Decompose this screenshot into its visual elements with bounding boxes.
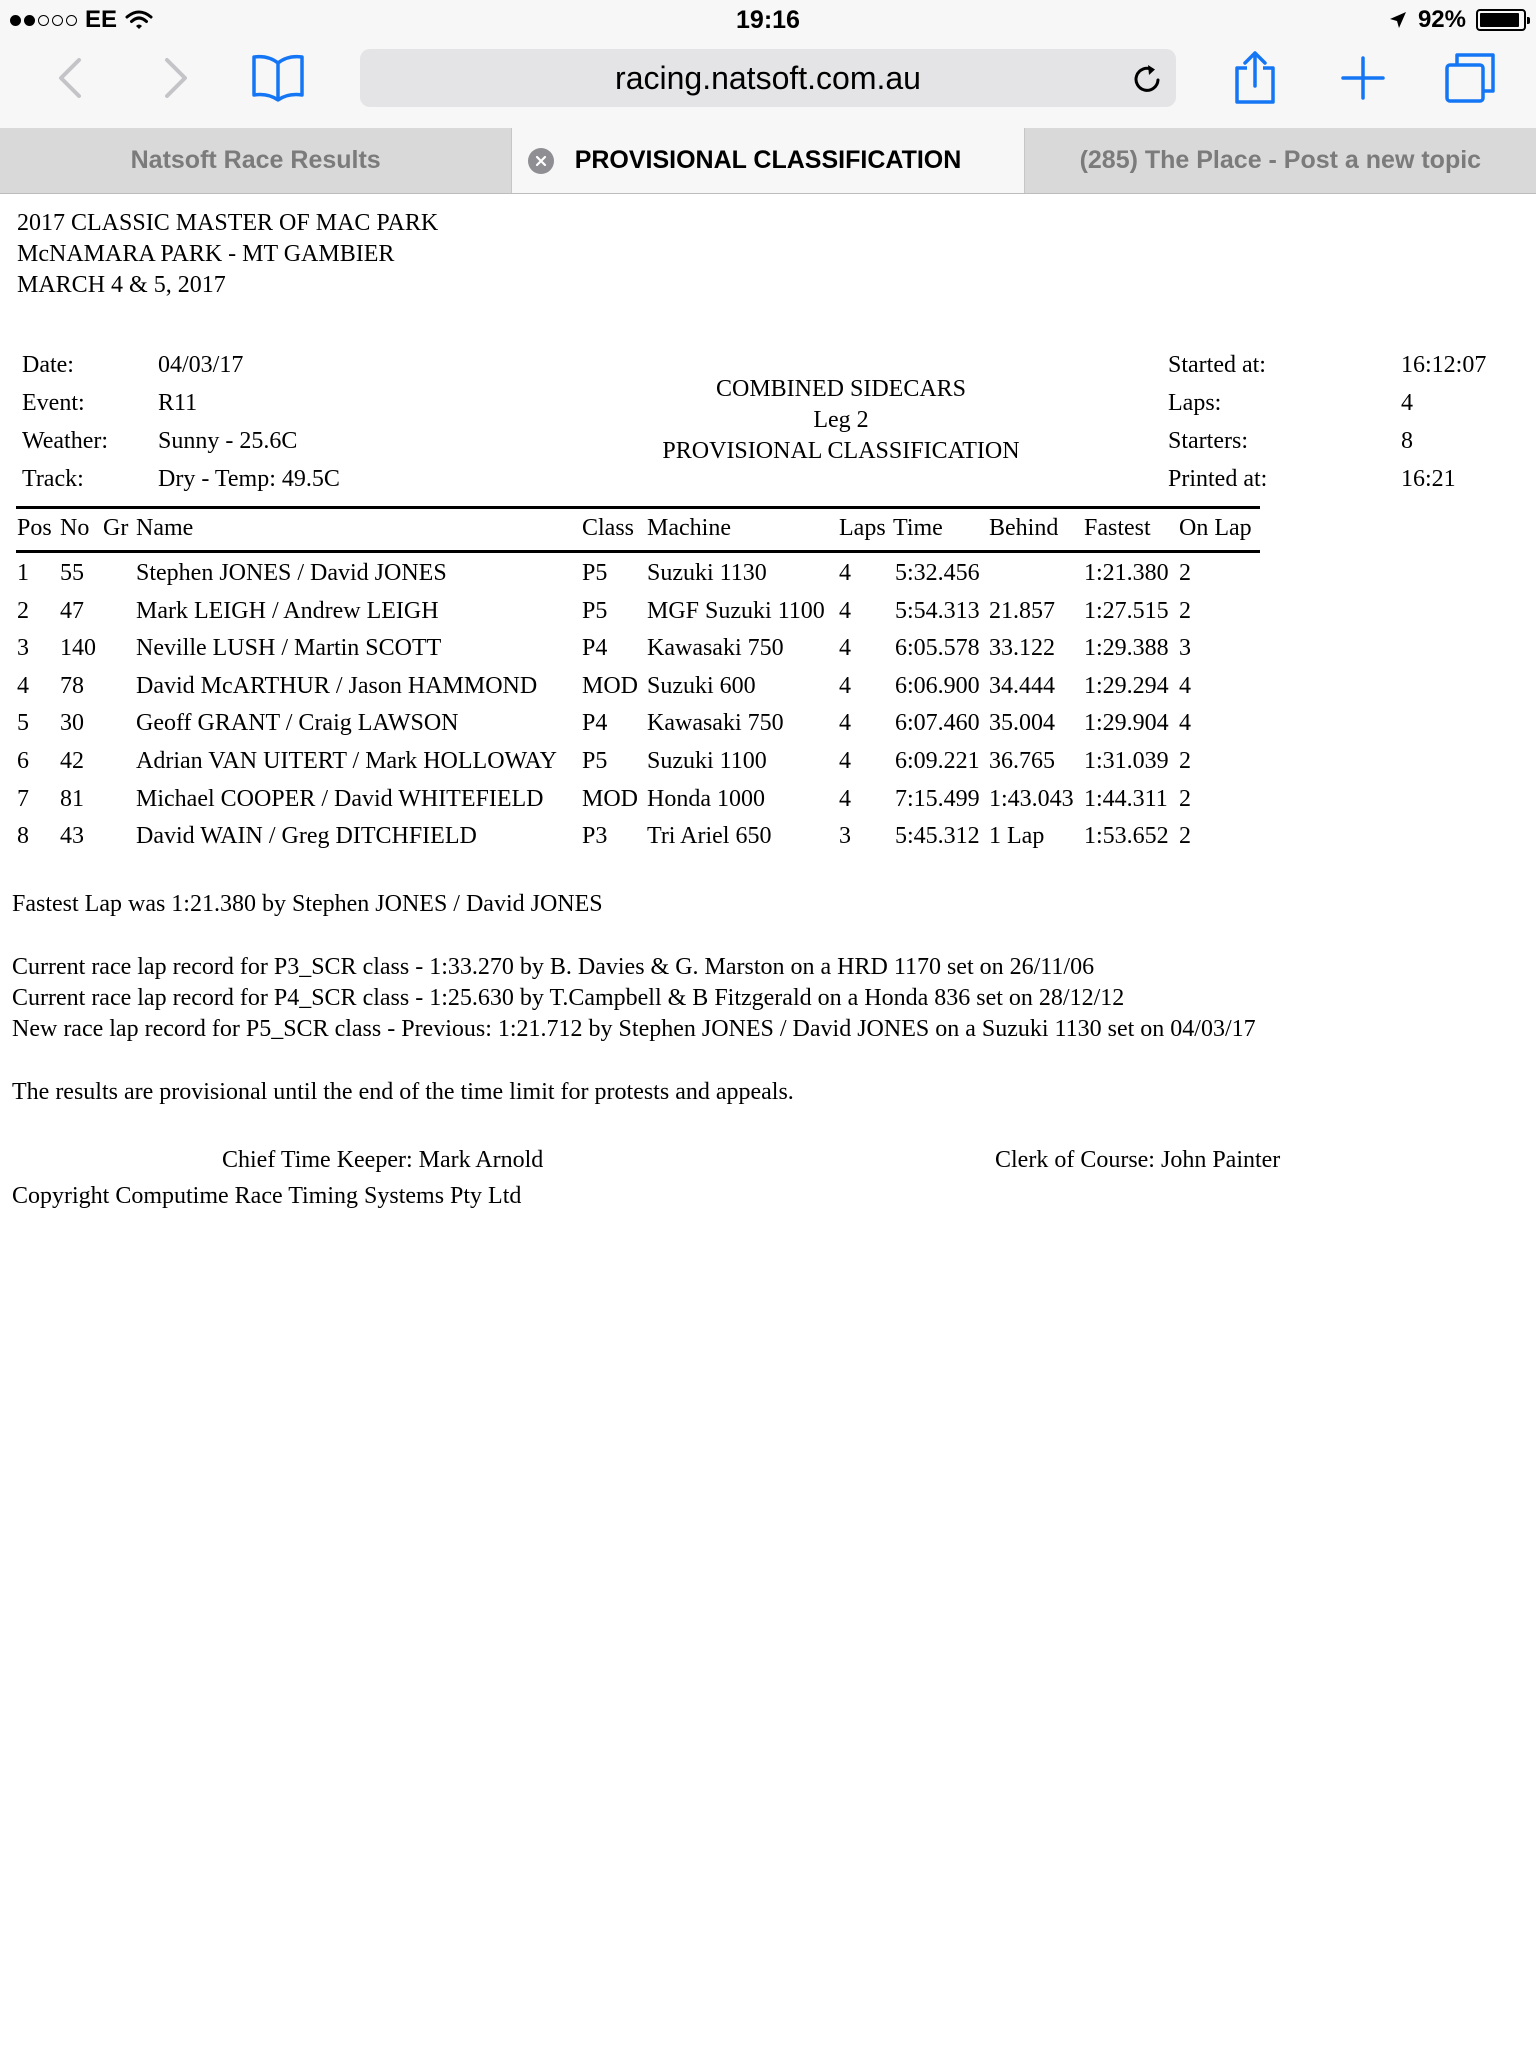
weather-value: Sunny - 25.6C (158, 428, 298, 454)
cell-name: Adrian VAN UITERT / Mark HOLLOWAY (136, 748, 557, 774)
cell-laps: 3 (839, 823, 851, 850)
header-pos: Pos (17, 515, 52, 541)
cell-laps: 4 (839, 785, 851, 812)
cell-class: MOD (582, 785, 639, 812)
race-status: PROVISIONAL CLASSIFICATION (662, 438, 1020, 464)
plus-icon (1340, 55, 1386, 101)
cell-no: 78 (60, 672, 84, 699)
cell-fastest: 1:53.652 (1084, 823, 1169, 850)
back-button[interactable] (40, 48, 100, 108)
cell-machine: Honda 1000 (647, 785, 765, 812)
cell-behind: 36.765 (989, 748, 1055, 774)
cell-laps: 4 (839, 748, 851, 774)
cell-no: 42 (60, 748, 84, 774)
address-bar[interactable] (360, 49, 1176, 107)
tab-the-place[interactable] (1025, 128, 1536, 193)
cell-pos: 5 (17, 710, 29, 737)
race-leg: Leg 2 (813, 407, 869, 433)
cell-fastest: 1:21.380 (1084, 560, 1169, 586)
book-icon (250, 53, 306, 103)
header-gr: Gr (103, 515, 129, 541)
cell-on-lap: 4 (1179, 672, 1191, 699)
cell-fastest: 1:29.388 (1084, 635, 1169, 662)
cell-on-lap: 4 (1179, 710, 1191, 737)
starters-value: 8 (1401, 428, 1413, 454)
cell-time: 7:15.499 (895, 785, 980, 812)
date-value: 04/03/17 (158, 352, 244, 378)
provisional-note: The results are provisional until the end of the time limit for protests and appeals. (12, 1079, 794, 1105)
tab-natsoft-race-results[interactable] (0, 128, 512, 193)
share-button[interactable] (1225, 48, 1285, 108)
status-bar-right (1388, 6, 1526, 34)
cell-class: P4 (582, 635, 608, 662)
cell-time: 6:05.578 (895, 635, 980, 662)
cell-behind: 1:43.043 (989, 785, 1074, 812)
results-page (0, 195, 1536, 2048)
header-name: Name (136, 515, 194, 541)
cell-class: MOD (582, 672, 639, 699)
event-value: R11 (158, 390, 198, 416)
cell-fastest: 1:29.904 (1084, 710, 1169, 737)
header-class: Class (582, 515, 635, 541)
printed-label: Printed at: (1168, 466, 1268, 492)
cell-time: 6:09.221 (895, 748, 980, 774)
cell-on-lap: 2 (1179, 748, 1191, 774)
cell-machine: Suzuki 1130 (647, 560, 767, 586)
record-p3-note: Current race lap record for P3_SCR class - 1:33.270 by B. Davies & G. Marston on a HRD 1170 set on 26/11/06 (12, 954, 1095, 980)
close-tab-button[interactable] (528, 148, 554, 174)
printed-value: 16:21 (1401, 466, 1456, 492)
tabs-icon (1443, 51, 1497, 105)
cell-class: P3 (582, 823, 608, 850)
cell-behind: 21.857 (989, 597, 1055, 624)
tab-strip (0, 128, 1536, 194)
new-tab-button[interactable] (1333, 48, 1393, 108)
cell-class: P5 (582, 597, 608, 624)
cell-name: David WAIN / Greg DITCHFIELD (136, 823, 477, 850)
cell-name: Michael COOPER / David WHITEFIELD (136, 785, 544, 812)
battery-percent: 92% (1417, 6, 1466, 33)
cell-pos: 6 (17, 748, 29, 774)
cell-time: 6:07.460 (895, 710, 980, 737)
results-table-header (0, 515, 1536, 545)
cell-pos: 7 (17, 785, 29, 812)
reload-icon[interactable] (1130, 62, 1164, 96)
table-row (0, 823, 1536, 855)
cell-laps: 4 (839, 597, 851, 624)
date-label: Date: (22, 352, 74, 378)
event-label: Event: (22, 390, 85, 416)
header-on-lap: On Lap (1179, 515, 1252, 541)
cell-time: 6:06.900 (895, 672, 980, 699)
cell-name: David McARTHUR / Jason HAMMOND (136, 672, 538, 699)
status-bar (0, 0, 1536, 40)
record-p4-note: Current race lap record for P4_SCR class - 1:25.630 by T.Campbell & B Fitzgerald on a Honda 836 set on 28/12/12 (12, 985, 1125, 1011)
cell-on-lap: 3 (1179, 635, 1191, 662)
carrier-name: EE (85, 6, 118, 33)
header-behind: Behind (989, 515, 1059, 541)
chevron-left-icon (55, 56, 85, 100)
cell-fastest: 1:44.311 (1084, 785, 1168, 812)
show-tabs-button[interactable] (1440, 48, 1500, 108)
table-header-rule (16, 550, 1260, 553)
cell-time: 5:45.312 (895, 823, 980, 850)
table-row (0, 635, 1536, 667)
cell-class: P5 (582, 560, 608, 586)
cell-behind: 34.444 (989, 672, 1055, 699)
cell-on-lap: 2 (1179, 785, 1191, 812)
track-label: Track: (22, 466, 84, 492)
cell-behind: 35.004 (989, 710, 1055, 737)
tab-label: Natsoft Race Results (130, 146, 381, 174)
cell-class: P5 (582, 748, 608, 774)
share-icon (1232, 50, 1278, 106)
header-laps: Laps (839, 515, 886, 541)
location-arrow-icon (1388, 10, 1408, 30)
header-time: Time (893, 515, 943, 541)
battery-icon (1476, 9, 1526, 31)
starters-label: Starters: (1168, 428, 1248, 454)
cell-fastest: 1:31.039 (1084, 748, 1169, 774)
cell-laps: 4 (839, 635, 851, 662)
cell-pos: 4 (17, 672, 29, 699)
tab-label: PROVISIONAL CLASSIFICATION (574, 146, 962, 174)
bookmarks-button[interactable] (248, 48, 308, 108)
cell-machine: Kawasaki 750 (647, 710, 784, 737)
cell-name: Neville LUSH / Martin SCOTT (136, 635, 442, 662)
cell-machine: Suzuki 600 (647, 672, 756, 699)
cell-pos: 3 (17, 635, 29, 662)
cell-name: Geoff GRANT / Craig LAWSON (136, 710, 459, 737)
weather-label: Weather: (22, 428, 109, 454)
cell-machine: Kawasaki 750 (647, 635, 784, 662)
cell-pos: 1 (17, 560, 29, 586)
cell-no: 81 (60, 785, 84, 812)
cell-class: P4 (582, 710, 608, 737)
laps-label: Laps: (1168, 390, 1222, 416)
cell-laps: 4 (839, 710, 851, 737)
meeting-title: 2017 CLASSIC MASTER OF MAC PARK (17, 210, 439, 236)
browser-toolbar (0, 40, 1536, 128)
cell-machine: Tri Ariel 650 (647, 823, 772, 850)
clerk-of-course: Clerk of Course: John Painter (995, 1147, 1281, 1173)
table-row (0, 748, 1536, 780)
cell-no: 43 (60, 823, 84, 850)
cell-no: 140 (60, 635, 96, 662)
cell-pos: 2 (17, 597, 29, 624)
chevron-right-icon (161, 56, 191, 100)
cell-fastest: 1:27.515 (1084, 597, 1169, 624)
cell-time: 5:54.313 (895, 597, 980, 624)
table-row (0, 673, 1536, 705)
table-row (0, 560, 1536, 592)
cell-on-lap: 2 (1179, 823, 1191, 850)
cell-on-lap: 2 (1179, 597, 1191, 624)
track-value: Dry - Temp: 49.5C (158, 466, 340, 492)
cell-behind: 33.122 (989, 635, 1055, 662)
table-top-rule (16, 506, 1260, 509)
cell-name: Mark LEIGH / Andrew LEIGH (136, 597, 439, 624)
cell-no: 30 (60, 710, 84, 737)
cell-no: 55 (60, 560, 84, 586)
fastest-lap-note: Fastest Lap was 1:21.380 by Stephen JONES / David JONES (12, 891, 603, 917)
cell-behind: 1 Lap (989, 823, 1045, 850)
cell-machine: MGF Suzuki 1100 (647, 597, 825, 624)
record-p5-note: New race lap record for P5_SCR class - Previous: 1:21.712 by Stephen JONES / David JONES on a Suzuki 1130 set on 04/03/17 (12, 1016, 1256, 1042)
cell-no: 47 (60, 597, 84, 624)
cell-time: 5:32.456 (895, 560, 980, 586)
close-icon (535, 155, 547, 167)
cell-on-lap: 2 (1179, 560, 1191, 586)
cell-laps: 4 (839, 672, 851, 699)
forward-button[interactable] (146, 48, 206, 108)
table-row (0, 710, 1536, 742)
race-name: COMBINED SIDECARS (715, 376, 967, 402)
cell-machine: Suzuki 1100 (647, 748, 767, 774)
started-value: 16:12:07 (1401, 352, 1487, 378)
table-row (0, 598, 1536, 630)
laps-value: 4 (1401, 390, 1413, 416)
cell-laps: 4 (839, 560, 851, 586)
chief-time-keeper: Chief Time Keeper: Mark Arnold (222, 1147, 544, 1173)
meeting-venue: McNAMARA PARK - MT GAMBIER (17, 241, 395, 267)
meeting-dates: MARCH 4 & 5, 2017 (17, 272, 226, 298)
header-fastest: Fastest (1084, 515, 1151, 541)
copyright: Copyright Computime Race Timing Systems Pty Ltd (12, 1183, 522, 1209)
header-machine: Machine (647, 515, 731, 541)
header-no: No (60, 515, 90, 541)
table-row (0, 786, 1536, 818)
tab-label: (285) The Place - Post a new topic (1079, 146, 1482, 174)
started-label: Started at: (1168, 352, 1266, 378)
cell-fastest: 1:29.294 (1084, 672, 1169, 699)
cell-name: Stephen JONES / David JONES (136, 560, 447, 586)
tab-provisional-classification[interactable] (512, 128, 1024, 193)
status-bar-time: 19:16 (736, 6, 800, 34)
url-text: racing.natsoft.com.au (615, 60, 921, 96)
cell-pos: 8 (17, 823, 29, 850)
